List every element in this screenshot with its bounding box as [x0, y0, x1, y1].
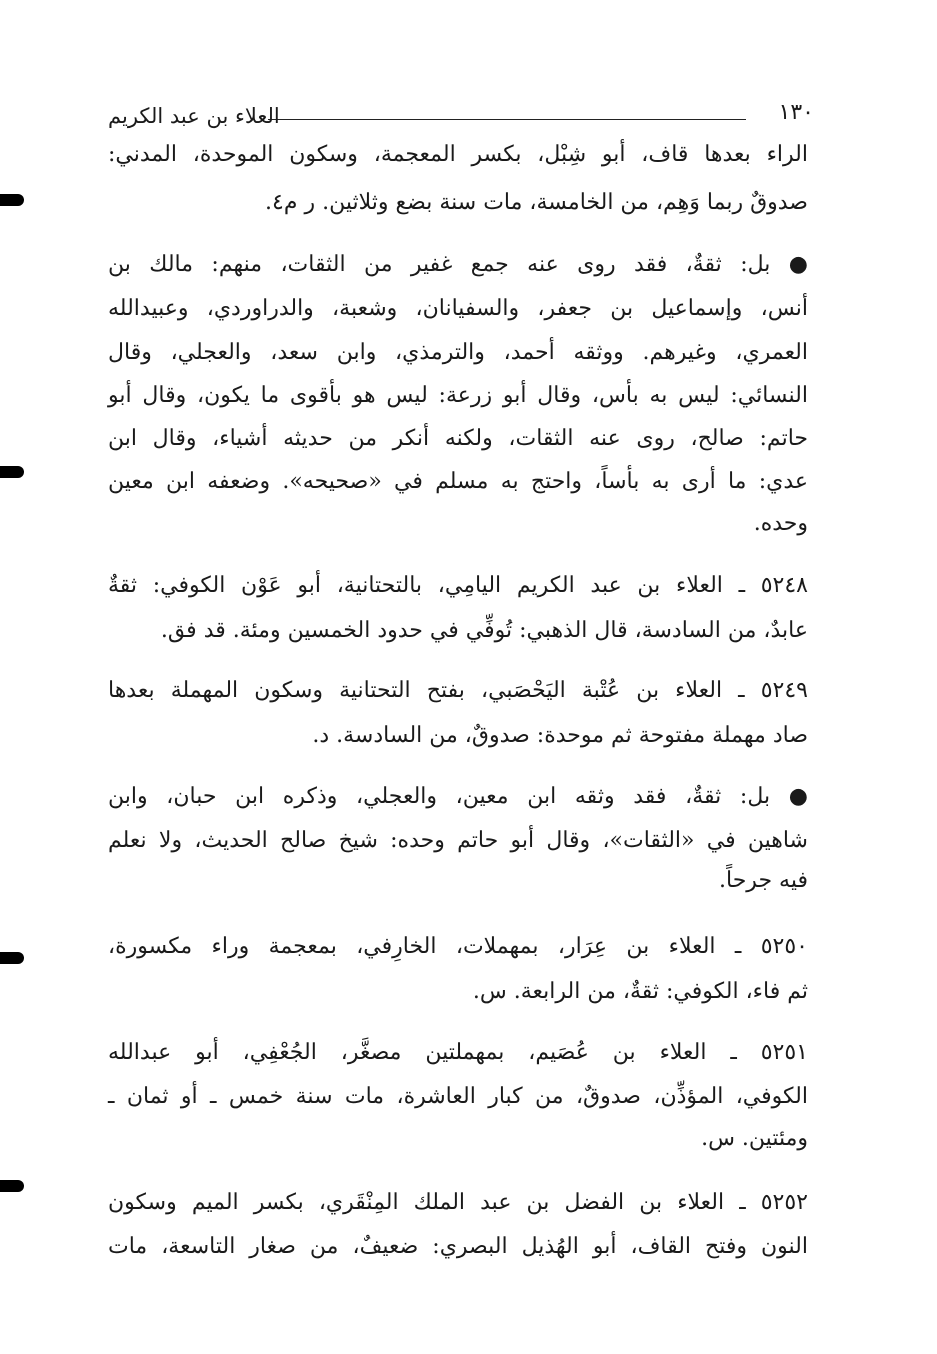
- text-line: عابدٌ، من السادسة، قال الذهبي: تُوفِّي في حدود الخمسين ومئة. قد فق.: [160, 618, 808, 643]
- text-line: ثم فاء، الكوفي: ثقةٌ، من الرابعة. س.: [472, 979, 808, 1004]
- header-rule: [268, 119, 746, 120]
- text-line: حاتم: صالح، روى عنه الثقات، ولكنه أنكر من حديثه أشياء، وقال ابن: [108, 426, 808, 451]
- scan-edge-mark: [0, 952, 24, 964]
- text-line: وحده.: [753, 511, 808, 536]
- text-line: صاد مهملة مفتوحة ثم موحدة: صدوقٌ، من السادسة. د.: [312, 723, 808, 748]
- text-line: أنس، وإسماعيل بن جعفر، والسفيانان، وشعبة، والدراوردي، وعبيدالله: [108, 296, 808, 321]
- text-line: شاهين في «الثقات»، وقال أبو حاتم وحده: شيخ صالح الحديث، ولا نعلم: [108, 828, 808, 853]
- text-line: ٥٢٤٩ ـ العلاء بن عُتْبة اليَحْصَبي، بفتح التحتانية وسكون المهملة بعدها: [108, 678, 808, 703]
- scan-edge-mark: [0, 194, 24, 206]
- text-line: الراء بعدها قاف، أبو شِبْل، بكسر المعجمة، وسكون الموحدة، المدني:: [108, 142, 808, 167]
- text-line: صدوقٌ ربما وَهِم، من الخامسة، مات سنة بضع وثلاثين. ر م٤.: [265, 190, 808, 215]
- page-header: [108, 96, 814, 136]
- scan-edge-mark: [0, 1180, 24, 1192]
- scan-edge-mark: [0, 466, 24, 478]
- text-line: ٥٢٥١ ـ العلاء بن عُصَيم، بمهملتين مصغَّر، الجُعْفِي، أبو عبدالله: [108, 1040, 808, 1065]
- text-line: ومئتين. س.: [701, 1126, 808, 1151]
- text-line: النسائي: ليس به بأس، وقال أبو زرعة: ليس هو بأقوى ما يكون، وقال أبو: [108, 383, 808, 408]
- running-title: العلاء بن عبد الكريم: [108, 104, 280, 128]
- page-number: ١٣٠: [778, 100, 814, 125]
- text-line: ● بل: ثقةٌ، فقد روى عنه جمع غفير من الثقات، منهم: مالك بن: [108, 252, 808, 277]
- text-line: ٥٢٥٢ ـ العلاء بن الفضل بن عبد الملك المِنْقَري، بكسر الميم وسكون: [108, 1190, 808, 1215]
- text-line: عدي: ما أرى به بأساً، واحتج به مسلم في «صحيحه». وضعفه ابن معين: [108, 469, 808, 494]
- text-line: فيه جرحاً.: [719, 868, 808, 893]
- text-line: العمري، وغيرهم. ووثقه أحمد، والترمذي، وابن سعد، والعجلي، وقال: [108, 340, 808, 365]
- text-line: ٥٢٤٨ ـ العلاء بن عبد الكريم اليامِي، بالتحتانية، أبو عَوْن الكوفي: ثقةٌ: [108, 573, 808, 598]
- text-line: النون وفتح القاف، أبو الهُذيل البصري: ضعيفٌ، من صغار التاسعة، مات: [108, 1234, 808, 1259]
- text-line: ٥٢٥٠ ـ العلاء بن عِرَار، بمهملات، الخارِفي، بمعجمة وراء مكسورة،: [108, 934, 808, 959]
- text-line: الكوفي، المؤذِّن، صدوقٌ، من كبار العاشرة، مات سنة خمس ـ أو ثمان ـ: [108, 1084, 808, 1109]
- text-line: ● بل: ثقةٌ، فقد وثقه ابن معين، والعجلي، وذكره ابن حبان، وابن: [108, 784, 808, 809]
